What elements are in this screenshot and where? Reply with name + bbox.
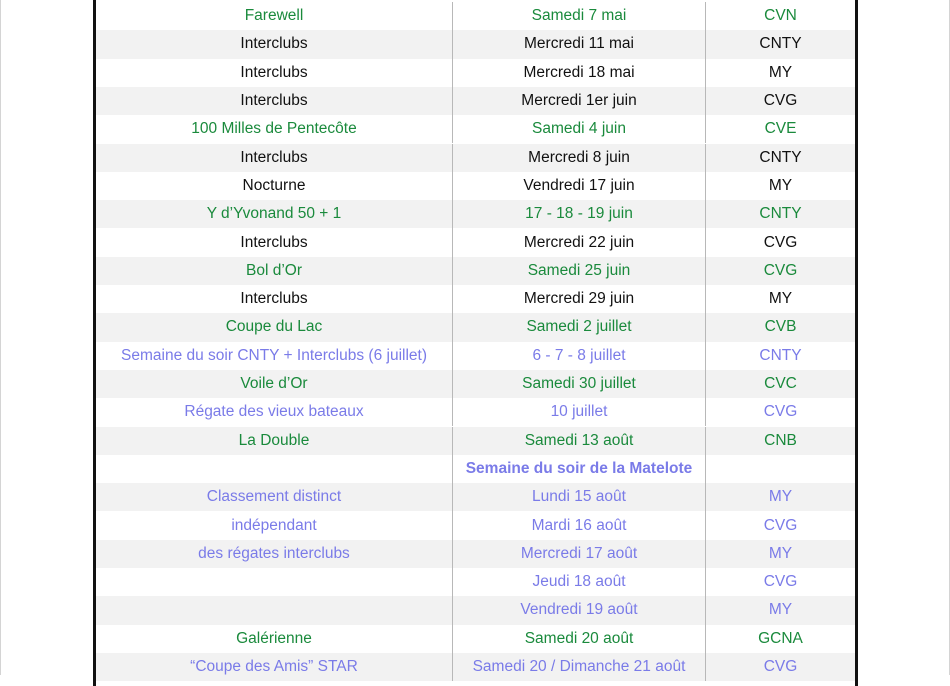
table-row [96, 511, 855, 539]
date-cell: Jeudi 18 août [453, 568, 706, 596]
event-cell: Interclubs [96, 30, 453, 58]
table-row [96, 313, 855, 341]
club-cell: MY [768, 488, 793, 506]
club-cell: CVB [764, 318, 797, 336]
event-cell: Voile d’Or [96, 370, 453, 398]
club-cell: CVE [764, 120, 797, 138]
date-cell: Samedi 20 / Dimanche 21 août [453, 653, 706, 681]
table-row [96, 257, 855, 285]
table-row [96, 653, 855, 681]
date-cell: 6 - 7 - 8 juillet [453, 342, 706, 370]
table-row [96, 427, 855, 455]
event-cell: Classement distinct [96, 483, 453, 511]
date-cell: Mercredi 29 juin [453, 285, 706, 313]
date-cell: Samedi 2 juillet [453, 313, 706, 341]
table-row [96, 342, 855, 370]
table-row [96, 483, 855, 511]
date-cell: Samedi 4 juin [453, 115, 706, 143]
event-cell [96, 455, 453, 483]
club-cell: MY [768, 63, 793, 81]
club-cell: CVN [764, 7, 797, 25]
event-cell [96, 568, 453, 596]
date-cell: Mardi 16 août [453, 511, 706, 539]
event-cell: Coupe du Lac [96, 313, 453, 341]
date-cell: Samedi 30 juillet [453, 370, 706, 398]
event-cell: Interclubs [96, 285, 453, 313]
club-cell: MY [768, 290, 793, 308]
date-cell: Mercredi 11 mai [453, 30, 706, 58]
date-cell: Samedi 20 août [453, 625, 706, 653]
table-row [96, 398, 855, 426]
date-cell: Lundi 15 août [453, 483, 706, 511]
event-cell: Bol d’Or [96, 257, 453, 285]
event-cell: Interclubs [96, 59, 453, 87]
club-cell: CNTY [759, 148, 802, 166]
table-row [96, 228, 855, 256]
event-cell: Semaine du soir CNTY + Interclubs (6 juillet) [96, 342, 453, 370]
club-cell: MY [768, 601, 793, 619]
table-row [96, 87, 855, 115]
date-cell: Vendredi 17 juin [453, 172, 706, 200]
club-cell: CVG [763, 92, 798, 110]
table-row [96, 455, 855, 483]
event-cell: des régates interclubs [96, 540, 453, 568]
event-cell: 100 Milles de Pentecôte [96, 115, 453, 143]
event-cell: “Coupe des Amis” STAR [96, 653, 453, 681]
date-cell: 10 juillet [453, 398, 706, 426]
table-row [96, 172, 855, 200]
event-cell [96, 596, 453, 624]
table-row [96, 370, 855, 398]
event-cell: Y d’Yvonand 50 + 1 [96, 200, 453, 228]
event-cell: indépendant [96, 511, 453, 539]
club-cell: CNTY [759, 205, 802, 223]
date-cell: Mercredi 8 juin [453, 144, 706, 172]
table-row [96, 59, 855, 87]
date-cell: Samedi 7 mai [453, 2, 706, 30]
table-row [96, 30, 855, 58]
club-cell: CVG [763, 261, 798, 279]
event-cell: Nocturne [96, 172, 453, 200]
event-cell: La Double [96, 427, 453, 455]
club-cell: CVG [763, 403, 798, 421]
table-row [96, 144, 855, 172]
date-cell: Samedi 25 juin [453, 257, 706, 285]
event-cell: Régate des vieux bateaux [96, 398, 453, 426]
event-cell: Interclubs [96, 144, 453, 172]
table-row [96, 540, 855, 568]
regatta-calendar-table [93, 0, 858, 686]
table-row [96, 200, 855, 228]
club-cell: CVG [763, 516, 798, 534]
event-cell: Farewell [96, 2, 453, 30]
date-cell: Vendredi 19 août [453, 596, 706, 624]
club-cell: MY [768, 176, 793, 194]
table-row [96, 625, 855, 653]
table-row [96, 2, 855, 30]
date-cell: Mercredi 1er juin [453, 87, 706, 115]
date-cell: Mercredi 22 juin [453, 228, 706, 256]
club-cell: MY [768, 544, 793, 562]
table-row [96, 115, 855, 143]
date-cell: Semaine du soir de la Matelote [453, 455, 706, 483]
club-cell: CNTY [759, 346, 802, 364]
event-cell: Interclubs [96, 228, 453, 256]
date-cell: Mercredi 17 août [453, 540, 706, 568]
table-row [96, 285, 855, 313]
date-cell: Mercredi 18 mai [453, 59, 706, 87]
club-cell: CNTY [759, 35, 802, 53]
club-cell: CVC [764, 375, 797, 393]
date-cell: Samedi 13 août [453, 427, 706, 455]
table-row [96, 568, 855, 596]
event-cell: Galérienne [96, 625, 453, 653]
date-cell: 17 - 18 - 19 juin [453, 200, 706, 228]
club-cell: CVG [763, 573, 798, 591]
event-cell: Interclubs [96, 87, 453, 115]
club-cell: CNB [764, 431, 797, 449]
club-cell: CVG [763, 233, 798, 251]
club-cell [706, 455, 855, 483]
table-row [96, 596, 855, 624]
club-cell: CVG [763, 658, 798, 676]
club-cell: GCNA [758, 629, 803, 647]
